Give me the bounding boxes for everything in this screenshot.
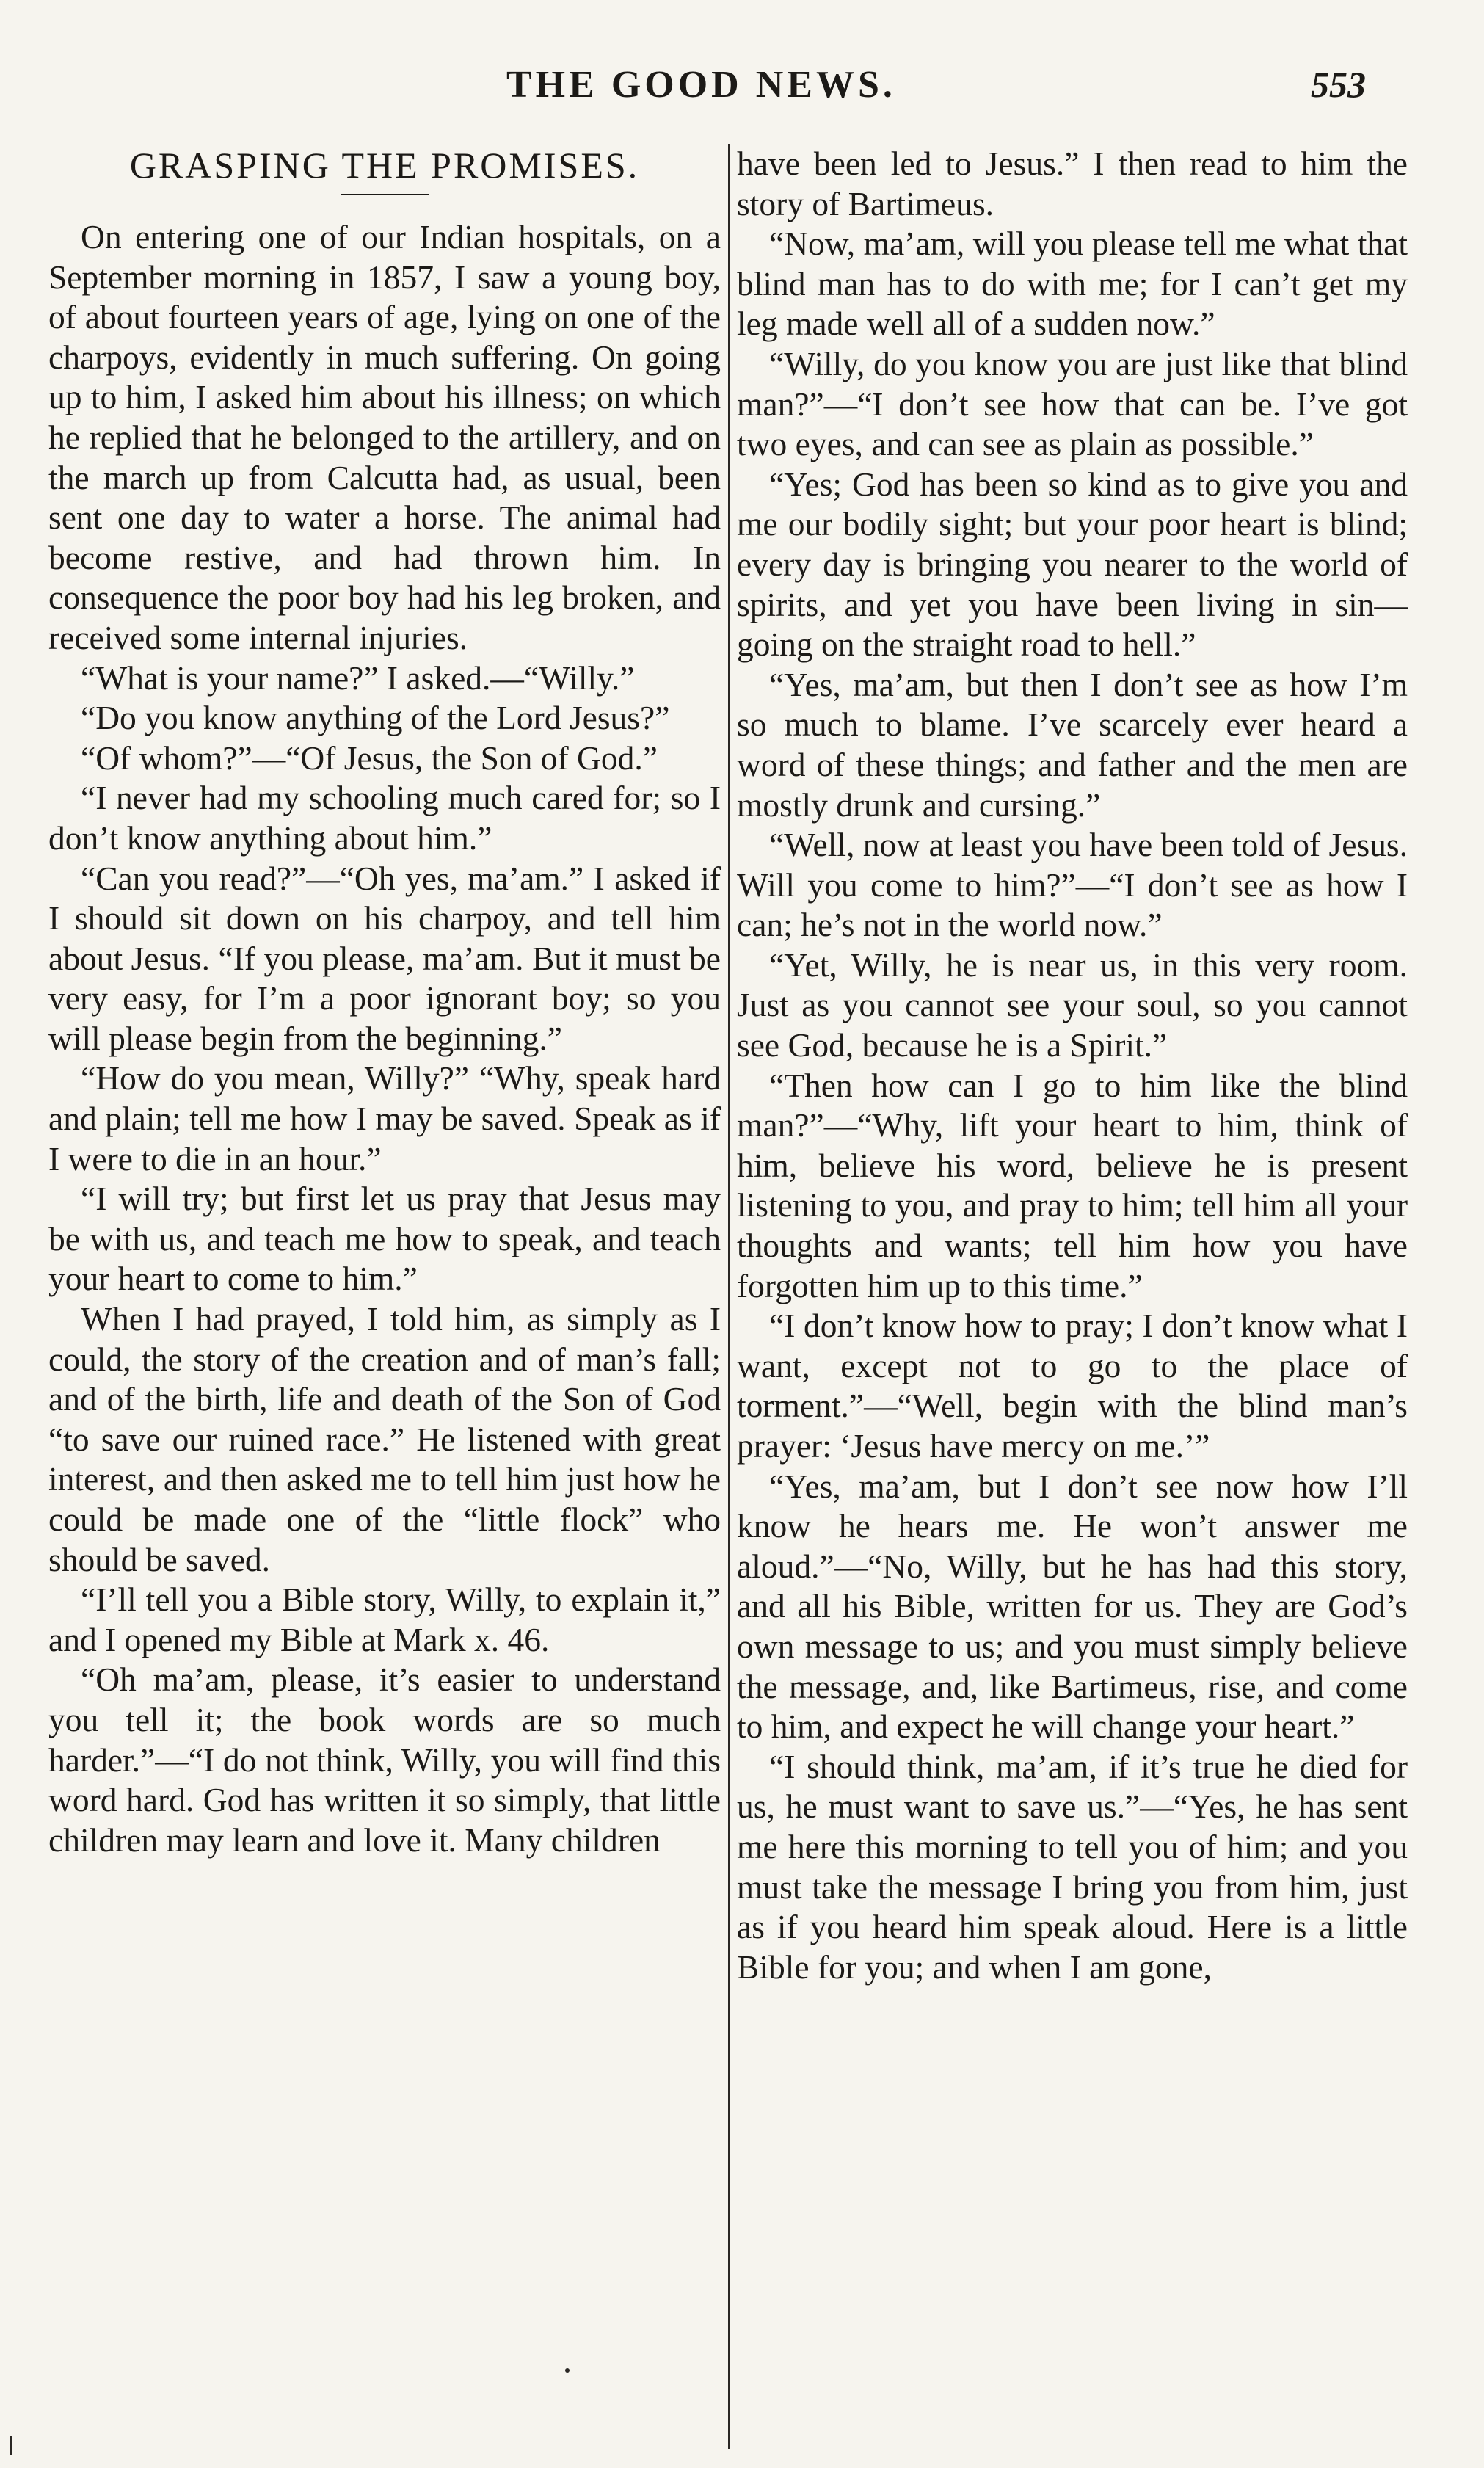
- paragraph: “Of whom?”—“Of Jesus, the Son of God.”: [81, 738, 658, 777]
- paragraph: When I had prayed, I told him, as simply as I could, the story of the creation and of man’s fall; and of the birth, life and death of the Son of God “to save our ruined race.” He listened with great interest, and then asked me to tell him just how he could be made one of the “little flock” who should be saved.: [48, 1300, 721, 1578]
- right-column: [737, 144, 1408, 1987]
- paragraph: “Can you read?”—“Oh yes, ma’am.” I asked if I should sit down on his charpoy, and tell him about Jesus. “If you please, ma’am. But it must be very easy, for I’m a poor ignorant boy; so you will please begin from the beginning.”: [48, 859, 721, 1057]
- paragraph: “I will try; but first let us pray that Jesus may be with us, and teach me how to speak, and teach your heart to come to him.”: [48, 1180, 721, 1298]
- paragraph: “Yet, Willy, he is near us, in this very room. Just as you cannot see your soul, so you cannot see God, because he is a Spirit.”: [737, 946, 1408, 1064]
- paragraph: “Yes, ma’am, but then I don’t see as how I’m so much to blame. I’ve scarcely ever heard a word of these things; and father and the men are mostly drunk and cursing.”: [737, 665, 1408, 824]
- paragraph: “Yes, ma’am, but I don’t see now how I’ll know he hears me. He won’t answer me aloud.”—“No, Willy, but he has had this story, and all his Bible, written for us. They are God’s own message to us; and you must simply believe the message, and, like Bartimeus, rise, and come to him, and expect he will change your heart.”: [737, 1467, 1408, 1746]
- margin-mark: [10, 2436, 12, 2455]
- title-rule: [341, 194, 429, 195]
- print-speck: [565, 2368, 570, 2373]
- article-title: GRASPING THE PROMISES.: [129, 145, 640, 186]
- paragraph: “Well, now at least you have been told of Jesus. Will you come to him?”—“I don’t see as how I can; he’s not in the world now.”: [737, 826, 1408, 944]
- paragraph: “Oh ma’am, please, it’s easier to understand you tell it; the book words are so much harder.”—“I do not think, Willy, you will find this word hard. God has written it so simply, that little children may learn and love it. Many children: [48, 1661, 721, 1859]
- paragraph: “I never had my schooling much cared for; so I don’t know anything about him.”: [48, 779, 721, 857]
- publication-title: THE GOOD NEWS.: [506, 64, 896, 106]
- left-column: [48, 144, 721, 1860]
- paragraph: “Willy, do you know you are just like that blind man?”—“I don’t see how that can be. I’ve got two eyes, and can see as plain as possible.”: [737, 344, 1408, 463]
- page-number: 553: [1311, 64, 1366, 105]
- column-divider: [728, 144, 730, 2449]
- running-head: [0, 63, 1484, 115]
- paragraph: “How do you mean, Willy?” “Why, speak hard and plain; tell me how I may be saved. Speak as if I were to die in an hour.”: [48, 1059, 721, 1177]
- paragraph: “What is your name?” I asked.—“Willy.”: [81, 658, 635, 697]
- paragraph: “Yes; God has been so kind as to give you and me our bodily sight; but your poor heart is blind; every day is bringing you nearer to the world of spirits, and yet you have been living in sin—going on the straight road to hell.”: [737, 465, 1408, 664]
- paragraph: On entering one of our Indian hospitals, on a September morning in 1857, I saw a young boy, of about fourteen years of age, lying on one of the charpoys, evidently in much suffering. On going up to him, I asked him about his illness; on which he replied that he belonged to the artillery, and on the march up from Calcutta had, as usual, been sent one day to water a horse. The animal had become restive, and had thrown him. In consequence the poor boy had his leg broken, and received some internal injuries.: [48, 218, 721, 656]
- paragraph: “I don’t know how to pray; I don’t know what I want, except not to go to the place of torment.”—“Well, begin with the blind man’s prayer: ‘Jesus have mercy on me.’”: [737, 1307, 1408, 1465]
- paragraph: “Now, ma’am, will you please tell me what that blind man has to do with me; for I can’t get my leg made well all of a sudden now.”: [737, 225, 1408, 343]
- paragraph-continued: have been led to Jesus.” I then read to him the story of Bartimeus.: [737, 145, 1408, 222]
- paragraph: “Then how can I go to him like the blind man?”—“Why, lift your heart to him, think of him, believe his word, believe he is present listening to you, and pray to him; tell him all your thoughts and wants; tell him how you have forgotten him up to this time.”: [737, 1066, 1408, 1304]
- paragraph: “I’ll tell you a Bible story, Willy, to explain it,” and I opened my Bible at Mark x. 46.: [48, 1580, 721, 1658]
- paragraph: “I should think, ma’am, if it’s true he died for us, he must want to save us.”—“Yes, he has sent me here this morning to tell you of him; and you must take the message I bring you from him, just as if you heard him speak aloud. Here is a little Bible for you; and when I am gone,: [737, 1747, 1408, 1986]
- paragraph: “Do you know anything of the Lord Jesus?”: [81, 699, 670, 737]
